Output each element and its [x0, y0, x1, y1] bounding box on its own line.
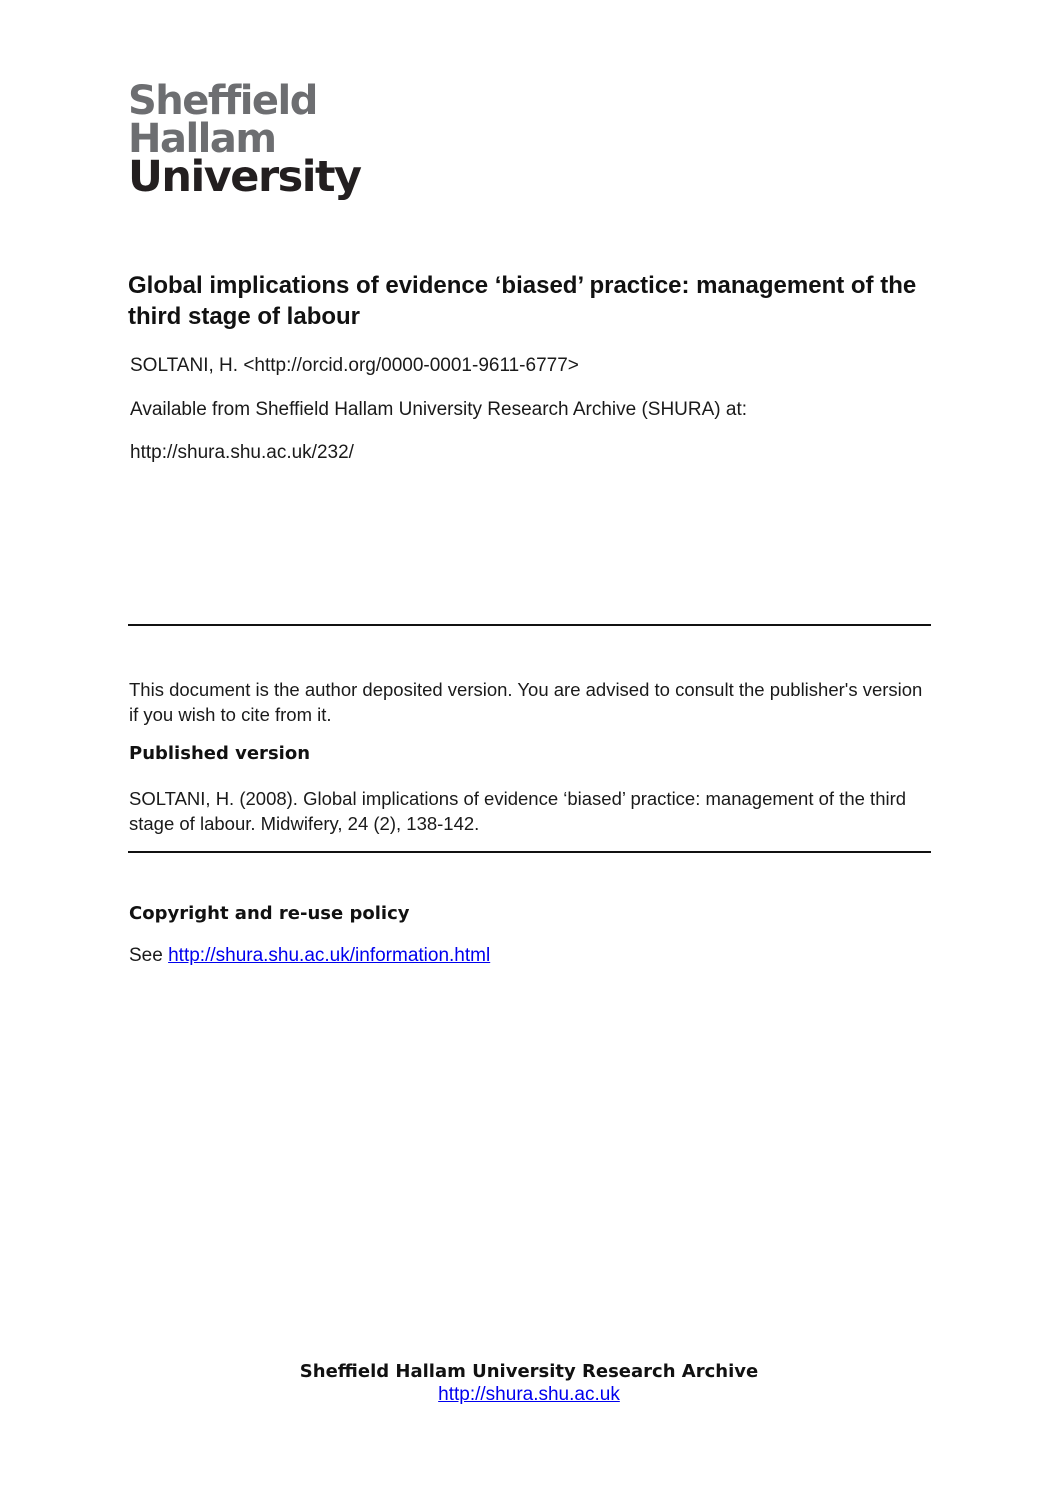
page-footer [0, 1361, 1058, 1406]
copyright-see-line [129, 945, 490, 967]
footer-archive-link[interactable]: http://shura.shu.ac.uk [438, 1384, 620, 1405]
published-version-heading: Published version [129, 743, 311, 764]
availability-statement: Available from Sheffield Hallam University Research Archive (SHURA) at: [130, 399, 748, 420]
copyright-heading: Copyright and re-use policy [129, 903, 410, 924]
information-policy-link[interactable]: http://shura.shu.ac.uk/information.html [168, 945, 491, 966]
university-logo [128, 78, 368, 202]
document-title: Global implications of evidence ‘biased’ practice: management of the third stage of labour [128, 272, 917, 330]
author-line: SOLTANI, H. <http://orcid.org/0000-0001-9611-6777> [130, 355, 579, 376]
logo-line-sheffield: Sheffield [128, 78, 317, 124]
see-label: See [129, 945, 163, 966]
published-citation: SOLTANI, H. (2008). Global implications of evidence ‘biased’ practice: management of the third stage of labour. Midwifery, 24 (2), 138-142. [129, 788, 907, 834]
logo-line-hallam: Hallam [128, 116, 276, 162]
deposit-note: This document is the author deposited version. You are advised to consult the publisher's version if you wish to cite from it. [129, 679, 923, 725]
divider-bottom [128, 851, 931, 853]
divider-top [128, 624, 931, 626]
shura-record-url[interactable]: http://shura.shu.ac.uk/232/ [130, 442, 354, 463]
footer-archive-name: Sheffield Hallam University Research Archive [299, 1361, 759, 1382]
logo-line-university: University [128, 152, 361, 202]
